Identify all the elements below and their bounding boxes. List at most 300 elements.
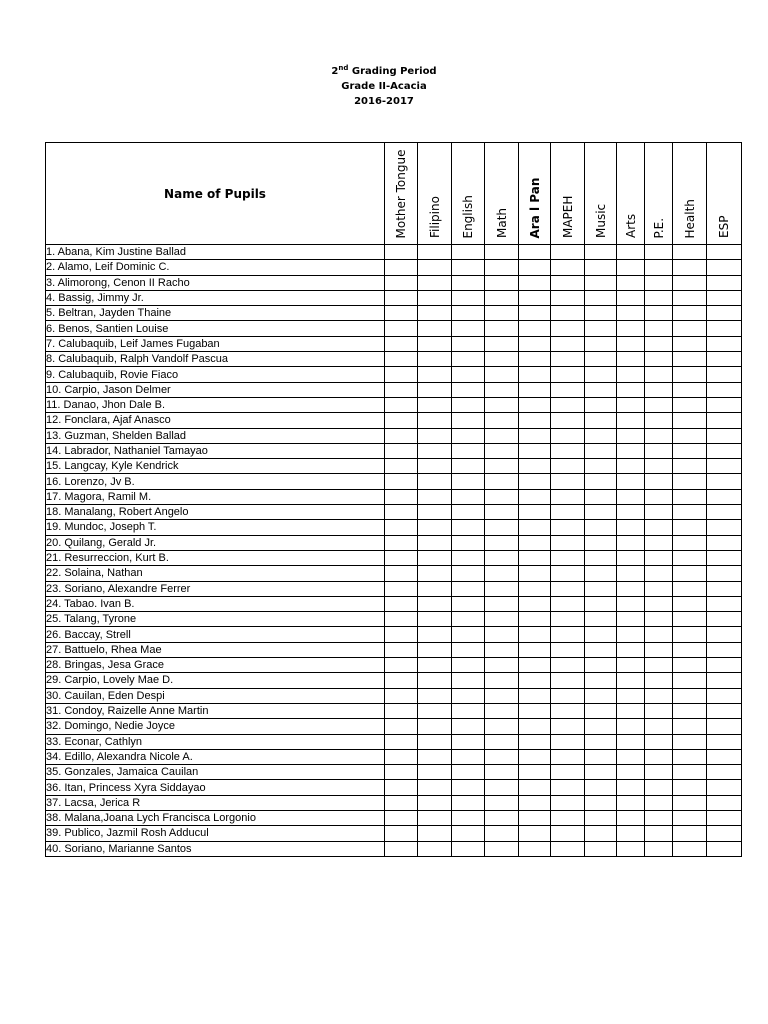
grade-cell[interactable] bbox=[645, 612, 673, 627]
grade-cell[interactable] bbox=[385, 306, 418, 321]
grade-cell[interactable] bbox=[551, 765, 585, 780]
grade-cell[interactable] bbox=[551, 673, 585, 688]
grade-cell[interactable] bbox=[385, 719, 418, 734]
grade-cell[interactable] bbox=[385, 428, 418, 443]
grade-cell[interactable] bbox=[617, 795, 645, 810]
grade-cell[interactable] bbox=[617, 596, 645, 611]
grade-cell[interactable] bbox=[551, 734, 585, 749]
grade-cell[interactable] bbox=[418, 505, 452, 520]
grade-cell[interactable] bbox=[418, 535, 452, 550]
grade-cell[interactable] bbox=[617, 627, 645, 642]
grade-cell[interactable] bbox=[452, 428, 485, 443]
grade-cell[interactable] bbox=[452, 290, 485, 305]
grade-cell[interactable] bbox=[519, 795, 551, 810]
grade-cell[interactable] bbox=[385, 596, 418, 611]
grade-cell[interactable] bbox=[707, 505, 742, 520]
grade-cell[interactable] bbox=[418, 336, 452, 351]
grade-cell[interactable] bbox=[385, 749, 418, 764]
grade-cell[interactable] bbox=[551, 612, 585, 627]
grade-cell[interactable] bbox=[452, 505, 485, 520]
grade-cell[interactable] bbox=[452, 382, 485, 397]
grade-cell[interactable] bbox=[418, 428, 452, 443]
grade-cell[interactable] bbox=[673, 336, 707, 351]
grade-cell[interactable] bbox=[418, 642, 452, 657]
grade-cell[interactable] bbox=[418, 382, 452, 397]
grade-cell[interactable] bbox=[551, 749, 585, 764]
grade-cell[interactable] bbox=[707, 596, 742, 611]
grade-cell[interactable] bbox=[585, 306, 617, 321]
grade-cell[interactable] bbox=[485, 290, 519, 305]
grade-cell[interactable] bbox=[673, 428, 707, 443]
grade-cell[interactable] bbox=[485, 780, 519, 795]
grade-cell[interactable] bbox=[485, 596, 519, 611]
grade-cell[interactable] bbox=[385, 382, 418, 397]
grade-cell[interactable] bbox=[551, 719, 585, 734]
grade-cell[interactable] bbox=[585, 275, 617, 290]
grade-cell[interactable] bbox=[585, 260, 617, 275]
grade-cell[interactable] bbox=[673, 780, 707, 795]
grade-cell[interactable] bbox=[673, 245, 707, 260]
grade-cell[interactable] bbox=[645, 627, 673, 642]
grade-cell[interactable] bbox=[519, 474, 551, 489]
grade-cell[interactable] bbox=[485, 627, 519, 642]
grade-cell[interactable] bbox=[707, 688, 742, 703]
grade-cell[interactable] bbox=[385, 826, 418, 841]
grade-cell[interactable] bbox=[673, 765, 707, 780]
grade-cell[interactable] bbox=[707, 443, 742, 458]
grade-cell[interactable] bbox=[645, 703, 673, 718]
grade-cell[interactable] bbox=[673, 658, 707, 673]
grade-cell[interactable] bbox=[707, 428, 742, 443]
grade-cell[interactable] bbox=[707, 810, 742, 825]
grade-cell[interactable] bbox=[617, 719, 645, 734]
grade-cell[interactable] bbox=[485, 336, 519, 351]
grade-cell[interactable] bbox=[551, 474, 585, 489]
grade-cell[interactable] bbox=[707, 826, 742, 841]
grade-cell[interactable] bbox=[645, 520, 673, 535]
grade-cell[interactable] bbox=[645, 596, 673, 611]
grade-cell[interactable] bbox=[617, 658, 645, 673]
grade-cell[interactable] bbox=[551, 290, 585, 305]
grade-cell[interactable] bbox=[585, 581, 617, 596]
grade-cell[interactable] bbox=[585, 703, 617, 718]
grade-cell[interactable] bbox=[385, 688, 418, 703]
grade-cell[interactable] bbox=[519, 505, 551, 520]
grade-cell[interactable] bbox=[673, 321, 707, 336]
grade-cell[interactable] bbox=[418, 321, 452, 336]
grade-cell[interactable] bbox=[452, 489, 485, 504]
grade-cell[interactable] bbox=[418, 290, 452, 305]
grade-cell[interactable] bbox=[485, 245, 519, 260]
grade-cell[interactable] bbox=[551, 596, 585, 611]
grade-cell[interactable] bbox=[645, 489, 673, 504]
grade-cell[interactable] bbox=[551, 780, 585, 795]
grade-cell[interactable] bbox=[385, 260, 418, 275]
grade-cell[interactable] bbox=[418, 826, 452, 841]
grade-cell[interactable] bbox=[551, 535, 585, 550]
grade-cell[interactable] bbox=[485, 826, 519, 841]
grade-cell[interactable] bbox=[452, 275, 485, 290]
grade-cell[interactable] bbox=[617, 612, 645, 627]
grade-cell[interactable] bbox=[452, 795, 485, 810]
grade-cell[interactable] bbox=[585, 428, 617, 443]
grade-cell[interactable] bbox=[452, 581, 485, 596]
grade-cell[interactable] bbox=[485, 795, 519, 810]
grade-cell[interactable] bbox=[519, 367, 551, 382]
grade-cell[interactable] bbox=[385, 321, 418, 336]
grade-cell[interactable] bbox=[452, 336, 485, 351]
grade-cell[interactable] bbox=[617, 474, 645, 489]
grade-cell[interactable] bbox=[645, 290, 673, 305]
grade-cell[interactable] bbox=[673, 443, 707, 458]
grade-cell[interactable] bbox=[707, 719, 742, 734]
grade-cell[interactable] bbox=[551, 627, 585, 642]
grade-cell[interactable] bbox=[617, 459, 645, 474]
grade-cell[interactable] bbox=[519, 627, 551, 642]
grade-cell[interactable] bbox=[418, 749, 452, 764]
grade-cell[interactable] bbox=[519, 397, 551, 412]
grade-cell[interactable] bbox=[673, 520, 707, 535]
grade-cell[interactable] bbox=[485, 459, 519, 474]
grade-cell[interactable] bbox=[707, 520, 742, 535]
grade-cell[interactable] bbox=[707, 627, 742, 642]
grade-cell[interactable] bbox=[551, 352, 585, 367]
grade-cell[interactable] bbox=[645, 734, 673, 749]
grade-cell[interactable] bbox=[519, 688, 551, 703]
grade-cell[interactable] bbox=[452, 612, 485, 627]
grade-cell[interactable] bbox=[485, 688, 519, 703]
grade-cell[interactable] bbox=[707, 581, 742, 596]
grade-cell[interactable] bbox=[673, 566, 707, 581]
grade-cell[interactable] bbox=[385, 765, 418, 780]
grade-cell[interactable] bbox=[385, 520, 418, 535]
grade-cell[interactable] bbox=[418, 566, 452, 581]
grade-cell[interactable] bbox=[551, 443, 585, 458]
grade-cell[interactable] bbox=[418, 596, 452, 611]
grade-cell[interactable] bbox=[673, 397, 707, 412]
grade-cell[interactable] bbox=[418, 765, 452, 780]
grade-cell[interactable] bbox=[645, 260, 673, 275]
grade-cell[interactable] bbox=[585, 642, 617, 657]
grade-cell[interactable] bbox=[418, 795, 452, 810]
grade-cell[interactable] bbox=[452, 673, 485, 688]
grade-cell[interactable] bbox=[673, 382, 707, 397]
grade-cell[interactable] bbox=[551, 581, 585, 596]
grade-cell[interactable] bbox=[645, 673, 673, 688]
grade-cell[interactable] bbox=[519, 428, 551, 443]
grade-cell[interactable] bbox=[617, 826, 645, 841]
grade-cell[interactable] bbox=[385, 505, 418, 520]
grade-cell[interactable] bbox=[673, 260, 707, 275]
grade-cell[interactable] bbox=[485, 321, 519, 336]
grade-cell[interactable] bbox=[418, 673, 452, 688]
grade-cell[interactable] bbox=[485, 581, 519, 596]
grade-cell[interactable] bbox=[385, 413, 418, 428]
grade-cell[interactable] bbox=[519, 765, 551, 780]
grade-cell[interactable] bbox=[585, 765, 617, 780]
grade-cell[interactable] bbox=[673, 413, 707, 428]
grade-cell[interactable] bbox=[485, 642, 519, 657]
grade-cell[interactable] bbox=[673, 673, 707, 688]
grade-cell[interactable] bbox=[452, 397, 485, 412]
grade-cell[interactable] bbox=[645, 275, 673, 290]
grade-cell[interactable] bbox=[452, 596, 485, 611]
grade-cell[interactable] bbox=[585, 474, 617, 489]
grade-cell[interactable] bbox=[385, 489, 418, 504]
grade-cell[interactable] bbox=[519, 703, 551, 718]
grade-cell[interactable] bbox=[617, 321, 645, 336]
grade-cell[interactable] bbox=[617, 765, 645, 780]
grade-cell[interactable] bbox=[485, 765, 519, 780]
grade-cell[interactable] bbox=[551, 489, 585, 504]
grade-cell[interactable] bbox=[485, 397, 519, 412]
grade-cell[interactable] bbox=[485, 367, 519, 382]
grade-cell[interactable] bbox=[418, 810, 452, 825]
grade-cell[interactable] bbox=[551, 336, 585, 351]
grade-cell[interactable] bbox=[707, 795, 742, 810]
grade-cell[interactable] bbox=[585, 612, 617, 627]
grade-cell[interactable] bbox=[645, 688, 673, 703]
grade-cell[interactable] bbox=[519, 260, 551, 275]
grade-cell[interactable] bbox=[707, 550, 742, 565]
grade-cell[interactable] bbox=[673, 627, 707, 642]
grade-cell[interactable] bbox=[585, 673, 617, 688]
grade-cell[interactable] bbox=[485, 443, 519, 458]
grade-cell[interactable] bbox=[485, 749, 519, 764]
grade-cell[interactable] bbox=[617, 428, 645, 443]
grade-cell[interactable] bbox=[485, 535, 519, 550]
grade-cell[interactable] bbox=[707, 306, 742, 321]
grade-cell[interactable] bbox=[385, 459, 418, 474]
grade-cell[interactable] bbox=[707, 535, 742, 550]
grade-cell[interactable] bbox=[645, 642, 673, 657]
grade-cell[interactable] bbox=[585, 627, 617, 642]
grade-cell[interactable] bbox=[551, 321, 585, 336]
grade-cell[interactable] bbox=[519, 642, 551, 657]
grade-cell[interactable] bbox=[418, 734, 452, 749]
grade-cell[interactable] bbox=[645, 581, 673, 596]
grade-cell[interactable] bbox=[452, 642, 485, 657]
grade-cell[interactable] bbox=[617, 566, 645, 581]
grade-cell[interactable] bbox=[645, 658, 673, 673]
grade-cell[interactable] bbox=[418, 550, 452, 565]
grade-cell[interactable] bbox=[452, 352, 485, 367]
grade-cell[interactable] bbox=[585, 566, 617, 581]
grade-cell[interactable] bbox=[585, 382, 617, 397]
grade-cell[interactable] bbox=[585, 459, 617, 474]
grade-cell[interactable] bbox=[645, 841, 673, 856]
grade-cell[interactable] bbox=[707, 459, 742, 474]
grade-cell[interactable] bbox=[645, 245, 673, 260]
grade-cell[interactable] bbox=[707, 474, 742, 489]
grade-cell[interactable] bbox=[673, 642, 707, 657]
grade-cell[interactable] bbox=[452, 826, 485, 841]
grade-cell[interactable] bbox=[673, 688, 707, 703]
grade-cell[interactable] bbox=[617, 352, 645, 367]
grade-cell[interactable] bbox=[519, 841, 551, 856]
grade-cell[interactable] bbox=[585, 810, 617, 825]
grade-cell[interactable] bbox=[418, 352, 452, 367]
grade-cell[interactable] bbox=[673, 810, 707, 825]
grade-cell[interactable] bbox=[707, 275, 742, 290]
grade-cell[interactable] bbox=[617, 688, 645, 703]
grade-cell[interactable] bbox=[617, 397, 645, 412]
grade-cell[interactable] bbox=[617, 505, 645, 520]
grade-cell[interactable] bbox=[585, 520, 617, 535]
grade-cell[interactable] bbox=[385, 795, 418, 810]
grade-cell[interactable] bbox=[645, 413, 673, 428]
grade-cell[interactable] bbox=[519, 520, 551, 535]
grade-cell[interactable] bbox=[485, 719, 519, 734]
grade-cell[interactable] bbox=[519, 336, 551, 351]
grade-cell[interactable] bbox=[645, 397, 673, 412]
grade-cell[interactable] bbox=[418, 612, 452, 627]
grade-cell[interactable] bbox=[707, 489, 742, 504]
grade-cell[interactable] bbox=[673, 581, 707, 596]
grade-cell[interactable] bbox=[585, 321, 617, 336]
grade-cell[interactable] bbox=[645, 765, 673, 780]
grade-cell[interactable] bbox=[673, 826, 707, 841]
grade-cell[interactable] bbox=[485, 260, 519, 275]
grade-cell[interactable] bbox=[452, 520, 485, 535]
grade-cell[interactable] bbox=[385, 443, 418, 458]
grade-cell[interactable] bbox=[385, 336, 418, 351]
grade-cell[interactable] bbox=[519, 321, 551, 336]
grade-cell[interactable] bbox=[452, 566, 485, 581]
grade-cell[interactable] bbox=[452, 260, 485, 275]
grade-cell[interactable] bbox=[385, 550, 418, 565]
grade-cell[interactable] bbox=[452, 719, 485, 734]
grade-cell[interactable] bbox=[707, 245, 742, 260]
grade-cell[interactable] bbox=[617, 367, 645, 382]
grade-cell[interactable] bbox=[673, 275, 707, 290]
grade-cell[interactable] bbox=[519, 352, 551, 367]
grade-cell[interactable] bbox=[485, 352, 519, 367]
grade-cell[interactable] bbox=[617, 841, 645, 856]
grade-cell[interactable] bbox=[585, 780, 617, 795]
grade-cell[interactable] bbox=[673, 306, 707, 321]
grade-cell[interactable] bbox=[519, 413, 551, 428]
grade-cell[interactable] bbox=[673, 550, 707, 565]
grade-cell[interactable] bbox=[485, 306, 519, 321]
grade-cell[interactable] bbox=[551, 275, 585, 290]
grade-cell[interactable] bbox=[385, 642, 418, 657]
grade-cell[interactable] bbox=[551, 397, 585, 412]
grade-cell[interactable] bbox=[673, 703, 707, 718]
grade-cell[interactable] bbox=[519, 734, 551, 749]
grade-cell[interactable] bbox=[551, 550, 585, 565]
grade-cell[interactable] bbox=[673, 459, 707, 474]
grade-cell[interactable] bbox=[485, 474, 519, 489]
grade-cell[interactable] bbox=[385, 581, 418, 596]
grade-cell[interactable] bbox=[485, 413, 519, 428]
grade-cell[interactable] bbox=[585, 550, 617, 565]
grade-cell[interactable] bbox=[485, 810, 519, 825]
grade-cell[interactable] bbox=[585, 367, 617, 382]
grade-cell[interactable] bbox=[617, 260, 645, 275]
grade-cell[interactable] bbox=[452, 413, 485, 428]
grade-cell[interactable] bbox=[585, 596, 617, 611]
grade-cell[interactable] bbox=[385, 703, 418, 718]
grade-cell[interactable] bbox=[645, 474, 673, 489]
grade-cell[interactable] bbox=[645, 443, 673, 458]
grade-cell[interactable] bbox=[385, 566, 418, 581]
grade-cell[interactable] bbox=[707, 321, 742, 336]
grade-cell[interactable] bbox=[645, 321, 673, 336]
grade-cell[interactable] bbox=[519, 550, 551, 565]
grade-cell[interactable] bbox=[452, 765, 485, 780]
grade-cell[interactable] bbox=[707, 765, 742, 780]
grade-cell[interactable] bbox=[617, 749, 645, 764]
grade-cell[interactable] bbox=[707, 566, 742, 581]
grade-cell[interactable] bbox=[707, 841, 742, 856]
grade-cell[interactable] bbox=[519, 719, 551, 734]
grade-cell[interactable] bbox=[617, 245, 645, 260]
grade-cell[interactable] bbox=[485, 658, 519, 673]
grade-cell[interactable] bbox=[707, 336, 742, 351]
grade-cell[interactable] bbox=[707, 642, 742, 657]
grade-cell[interactable] bbox=[645, 780, 673, 795]
grade-cell[interactable] bbox=[485, 382, 519, 397]
grade-cell[interactable] bbox=[673, 474, 707, 489]
grade-cell[interactable] bbox=[645, 826, 673, 841]
grade-cell[interactable] bbox=[485, 428, 519, 443]
grade-cell[interactable] bbox=[585, 826, 617, 841]
grade-cell[interactable] bbox=[673, 535, 707, 550]
grade-cell[interactable] bbox=[418, 841, 452, 856]
grade-cell[interactable] bbox=[707, 658, 742, 673]
grade-cell[interactable] bbox=[551, 703, 585, 718]
grade-cell[interactable] bbox=[585, 413, 617, 428]
grade-cell[interactable] bbox=[418, 581, 452, 596]
grade-cell[interactable] bbox=[385, 245, 418, 260]
grade-cell[interactable] bbox=[585, 352, 617, 367]
grade-cell[interactable] bbox=[519, 749, 551, 764]
grade-cell[interactable] bbox=[645, 336, 673, 351]
grade-cell[interactable] bbox=[645, 810, 673, 825]
grade-cell[interactable] bbox=[551, 566, 585, 581]
grade-cell[interactable] bbox=[418, 459, 452, 474]
grade-cell[interactable] bbox=[485, 550, 519, 565]
grade-cell[interactable] bbox=[485, 505, 519, 520]
grade-cell[interactable] bbox=[485, 275, 519, 290]
grade-cell[interactable] bbox=[485, 703, 519, 718]
grade-cell[interactable] bbox=[452, 703, 485, 718]
grade-cell[interactable] bbox=[418, 443, 452, 458]
grade-cell[interactable] bbox=[617, 703, 645, 718]
grade-cell[interactable] bbox=[385, 841, 418, 856]
grade-cell[interactable] bbox=[452, 306, 485, 321]
grade-cell[interactable] bbox=[617, 520, 645, 535]
grade-cell[interactable] bbox=[519, 810, 551, 825]
grade-cell[interactable] bbox=[617, 306, 645, 321]
grade-cell[interactable] bbox=[585, 245, 617, 260]
grade-cell[interactable] bbox=[485, 489, 519, 504]
grade-cell[interactable] bbox=[707, 382, 742, 397]
grade-cell[interactable] bbox=[585, 795, 617, 810]
grade-cell[interactable] bbox=[485, 673, 519, 688]
grade-cell[interactable] bbox=[485, 612, 519, 627]
grade-cell[interactable] bbox=[707, 612, 742, 627]
grade-cell[interactable] bbox=[645, 306, 673, 321]
grade-cell[interactable] bbox=[519, 612, 551, 627]
grade-cell[interactable] bbox=[673, 612, 707, 627]
grade-cell[interactable] bbox=[617, 275, 645, 290]
grade-cell[interactable] bbox=[551, 688, 585, 703]
grade-cell[interactable] bbox=[385, 275, 418, 290]
grade-cell[interactable] bbox=[452, 459, 485, 474]
grade-cell[interactable] bbox=[673, 719, 707, 734]
